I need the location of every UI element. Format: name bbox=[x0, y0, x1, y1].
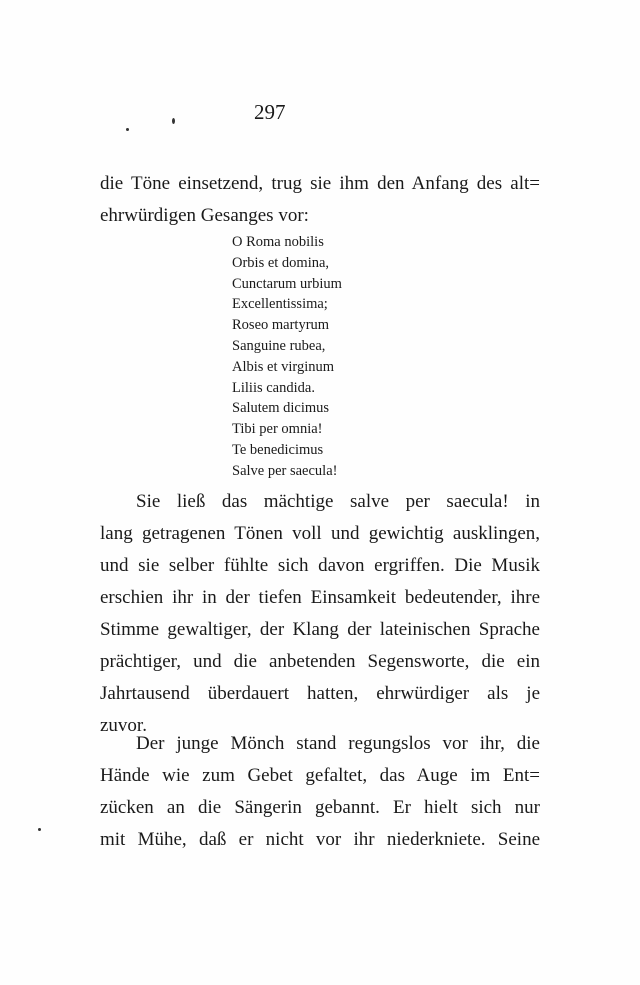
text-line: erschien ihr in der tiefen Einsamkeit bedeutender, ihre bbox=[100, 587, 540, 608]
poem-line: Albis et virginum bbox=[232, 358, 335, 375]
poem-line: Excellentissima; bbox=[232, 296, 328, 313]
text-line: ehrwürdigen Gesanges vor: bbox=[100, 205, 309, 226]
scan-speck bbox=[172, 118, 175, 124]
text-line: die Töne einsetzend, trug sie ihm den Anfang des alt= bbox=[100, 173, 540, 194]
intro-text bbox=[100, 168, 540, 232]
text-line: lang getragenen Tönen voll und gewichtig ausklingen, bbox=[100, 523, 540, 544]
text-line: zücken an die Sängerin gebannt. Er hielt sich nur bbox=[100, 797, 540, 818]
poem-line: Te benedicimus bbox=[232, 441, 324, 458]
paragraph-2 bbox=[100, 728, 540, 856]
text-line: Stimme gewaltiger, der Klang der lateinischen Sprache bbox=[100, 619, 540, 640]
poem-line: Sanguine rubea, bbox=[232, 337, 326, 354]
scan-speck bbox=[38, 828, 41, 831]
text-line: zuvor. bbox=[100, 715, 147, 736]
poem-line: Roseo martyrum bbox=[232, 317, 330, 334]
text-line: und sie selber fühlte sich davon ergriffen. Die Musik bbox=[100, 555, 540, 576]
text-line: Jahrtausend überdauert hatten, ehrwürdiger als je bbox=[100, 683, 540, 704]
poem-line: Cunctarum urbium bbox=[232, 275, 342, 292]
poem-line: Liliis candida. bbox=[232, 379, 315, 396]
paragraph-1 bbox=[100, 486, 540, 742]
poem-line: Orbis et domina, bbox=[232, 254, 330, 271]
poem-line: Tibi per omnia! bbox=[232, 421, 323, 438]
text-line: prächtiger, und die anbetenden Segensworte, die ein bbox=[100, 651, 540, 672]
poem-line: Salutem dicimus bbox=[232, 400, 330, 417]
text-line: Hände wie zum Gebet gefaltet, das Auge im Ent= bbox=[100, 765, 540, 786]
text-line: Sie ließ das mächtige salve per saecula! in bbox=[136, 491, 540, 512]
poem-line: O Roma nobilis bbox=[232, 234, 324, 250]
text-line: Der junge Mönch stand regungslos vor ihr, die bbox=[136, 733, 540, 754]
poem-line: Salve per saecula! bbox=[232, 462, 338, 479]
page-number: 297 bbox=[254, 100, 286, 124]
latin-poem bbox=[232, 232, 342, 482]
scan-speck bbox=[126, 128, 129, 131]
text-line: mit Mühe, daß er nicht vor ihr niederkniete. Seine bbox=[100, 829, 540, 850]
